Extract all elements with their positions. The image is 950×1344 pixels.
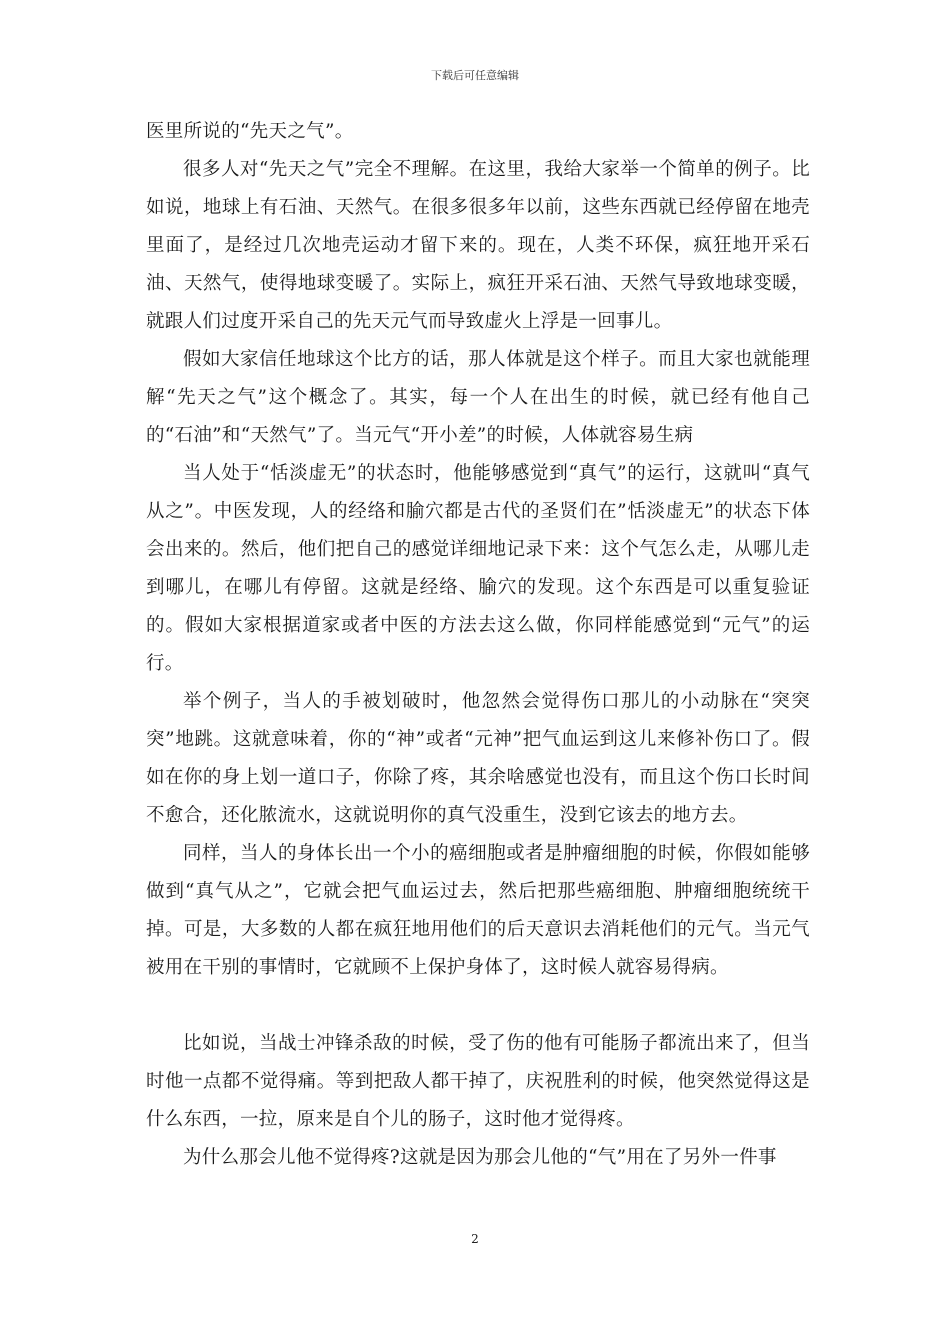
paragraph-4: 当人处于“恬淡虚无”的状态时，他能够感觉到“真气”的运行，这就叫“真气从之”。中医发现，人的经络和腧穴都是古代的圣贤们在”恬淡虚无”的状态下体会出来的。然后，他们把自己的感觉详细地记录下来：这个气怎么走，从哪儿走到哪儿，在哪儿有停留。这就是经络、腧穴的发现。这个东西是可以重复验证的。假如大家根据道家或者中医的方法去这么做，你同样能感觉到“元气”的运行。 [146, 463, 810, 674]
page-number: 2 [471, 1232, 479, 1246]
paragraph-1: 医里所说的“先天之气”。 [146, 121, 354, 142]
paragraph-5: 举个例子，当人的手被划破时，他忽然会觉得伤口那儿的小动脉在“突突突”地跳。这就意味着，你的“神”或者“元神”把气血运到这儿来修补伤口了。假如在你的身上划一道口子，你除了疼，其余啥感觉也没有，而且这个伤口长时间不愈合，还化脓流水，这就说明你的真气没重生，没到它该去的地方去。 [146, 691, 810, 826]
document-body [146, 113, 810, 1177]
paragraph-3: 假如大家信任地球这个比方的话，那人体就是这个样子。而且大家也就能理解“先天之气”这个概念了。其实，每一个人在出生的时候，就已经有他自己的“石油”和“天然气”了。当元气“开小差”的时候，人体就容易生病 [146, 349, 810, 446]
paragraph-2: 很多人对“先天之气”完全不理解。在这里，我给大家举一个简单的例子。比如说，地球上有石油、天然气。在很多很多年以前，这些东西就已经停留在地壳里面了，是经过几次地壳运动才留下来的。现在，人类不环保，疯狂地开采石油、天然气，使得地球变暖了。实际上，疯狂开采石油、天然气导致地球变暖，就跟人们过度开采自己的先天元气而导致虚火上浮是一回事儿。 [146, 159, 810, 332]
paragraph-6: 同样，当人的身体长出一个小的癌细胞或者是肿瘤细胞的时候，你假如能够做到“真气从之”，它就会把气血运过去，然后把那些癌细胞、肿瘤细胞统统干掉。可是，大多数的人都在疯狂地用他们的后天意识去消耗他们的元气。当元气被用在干别的事情时，它就顾不上保护身体了，这时候人就容易得病。 [146, 843, 810, 978]
page-header: 下载后可任意编辑 [431, 69, 519, 82]
paragraph-8: 为什么那会儿他不觉得疼?这就是因为那会儿他的“气”用在了另外一件事 [183, 1147, 777, 1168]
paragraph-7: 比如说，当战士冲锋杀敌的时候，受了伤的他有可能肠子都流出来了，但当时他一点都不觉得痛。等到把敌人都干掉了，庆祝胜利的时候，他突然觉得这是什么东西，一拉，原来是自个儿的肠子，这时他才觉得疼。 [146, 1033, 810, 1130]
